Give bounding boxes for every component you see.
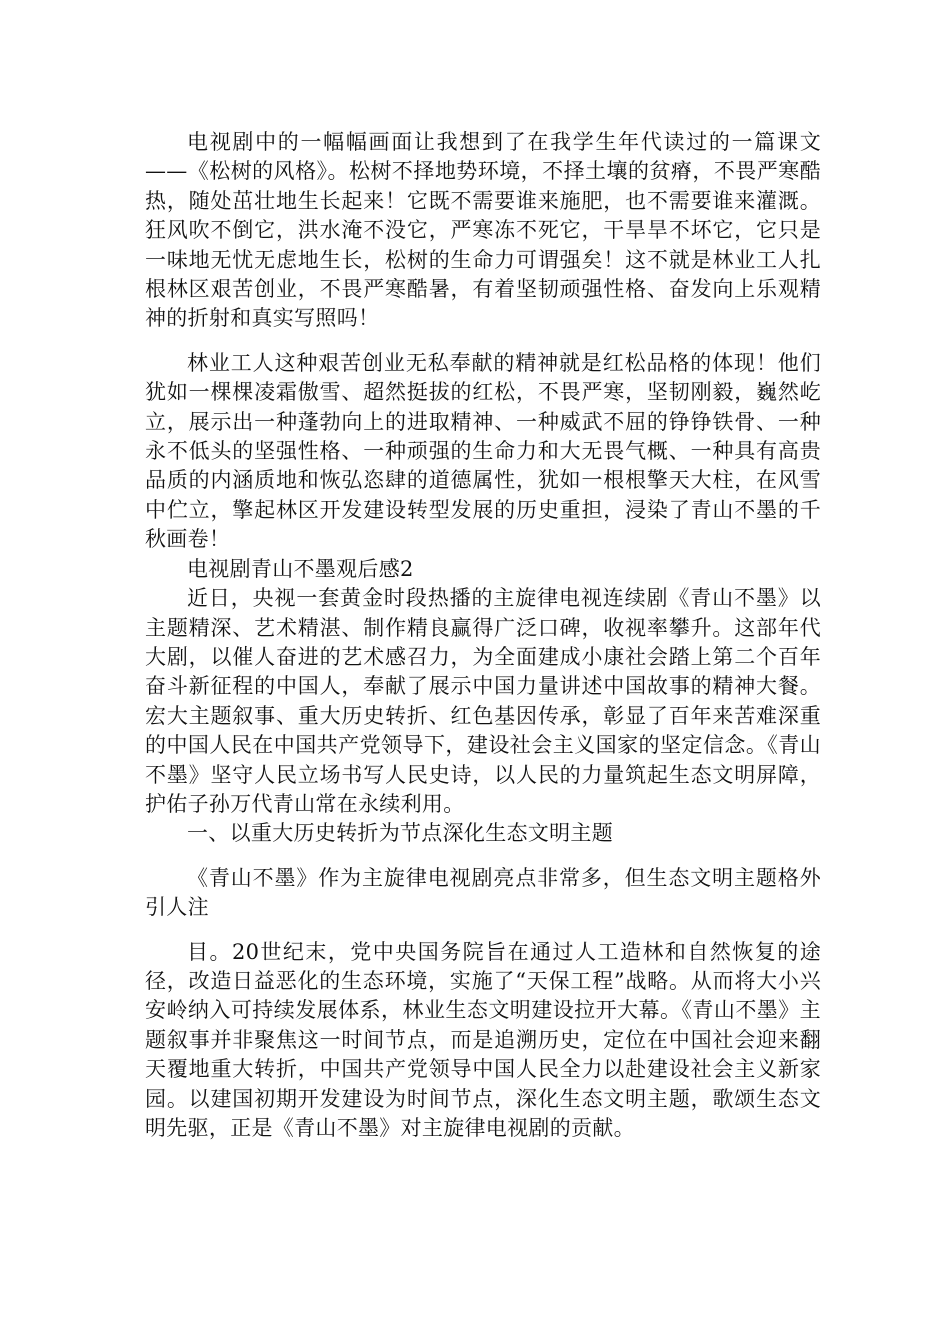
paragraph-ecological-theme-intro: 《青山不墨》作为主旋律电视剧亮点非常多，但生态文明主题格外引人注 [145,865,821,920]
paragraph-red-pine-spirit: 林业工人这种艰苦创业无私奉献的精神就是红松品格的体现！他们犹如一棵棵凌霜傲雪、超然挺拔的红松，不畏严寒，坚韧刚毅，巍然屹立，展示出一种蓬勃向上的进取精神、一种威武不屈的铮铮铁骨、一种永不低头的坚强性格、一种顽强的生命力和大无畏气概、一种具有高贵品质的内涵质地和恢弘恣肆的道德属性，犹如一根根擎天大柱，在风雪中伫立，擎起林区开发建设转型发展的历史重担，浸染了青山不墨的千秋画卷！ [145,350,821,552]
paragraph-cctv-broadcast: 近日，央视一套黄金时段热播的主旋律电视连续剧《青山不墨》以主题精深、艺术精湛、制作精良赢得广泛口碑，收视率攀升。这部年代大剧，以催人奋进的艺术感召力，为全面建成小康社会踏上第二个百年奋斗新征程的中国人，奉献了展示中国力量讲述中国故事的精神大餐。宏大主题叙事、重大历史转折、红色基因传承，彰显了百年来苦难深重的中国人民在中国共产党领导下，建设社会主义国家的坚定信念。《青山不墨》坚守人民立场书写人民史诗，以人民的力量筑起生态文明屏障，护佑子孙万代青山常在永续利用。 [145,586,821,816]
section-heading-1: 一、以重大历史转折为节点深化生态文明主题 [187,821,613,846]
paragraph-ecological-theme-body: 目。20世纪末，党中央国务院旨在通过人工造林和自然恢复的途径，改造日益恶化的生态环境，实施了“天保工程”战略。从而将大小兴安岭纳入可持续发展体系，林业生态文明建设拉开大幕。《青山不墨》主题叙事并非聚焦这一时间节点，而是追溯历史，定位在中国社会迎来翻天覆地重大转折，中国共产党领导中国人民全力以赴建设社会主义新家园。以建国初期开发建设为时间节点，深化生态文明主题，歌颂生态文明先驱，正是《青山不墨》对主旋律电视剧的贡献。 [145,939,821,1140]
paragraph-pine-tree-style: 电视剧中的一幅幅画面让我想到了在我学生年代读过的一篇课文——《松树的风格》。松树不择地势环境，不择土壤的贫瘠，不畏严寒酷热，随处茁壮地生长起来！它既不需要谁来施肥，也不需要谁来灌溉。狂风吹不倒它，洪水淹不没它，严寒冻不死它，干旱旱不坏它，它只是一味地无忧无虑地生长，松树的生命力可谓强矣！这不就是林业工人扎根林区艰苦创业，不畏严寒酷暑，有着坚韧顽强性格、奋发向上乐观精神的折射和真实写照吗！ [145,130,821,331]
document-page [145,128,821,1143]
essay-title-2: 电视剧青山不墨观后感2 [187,556,414,581]
